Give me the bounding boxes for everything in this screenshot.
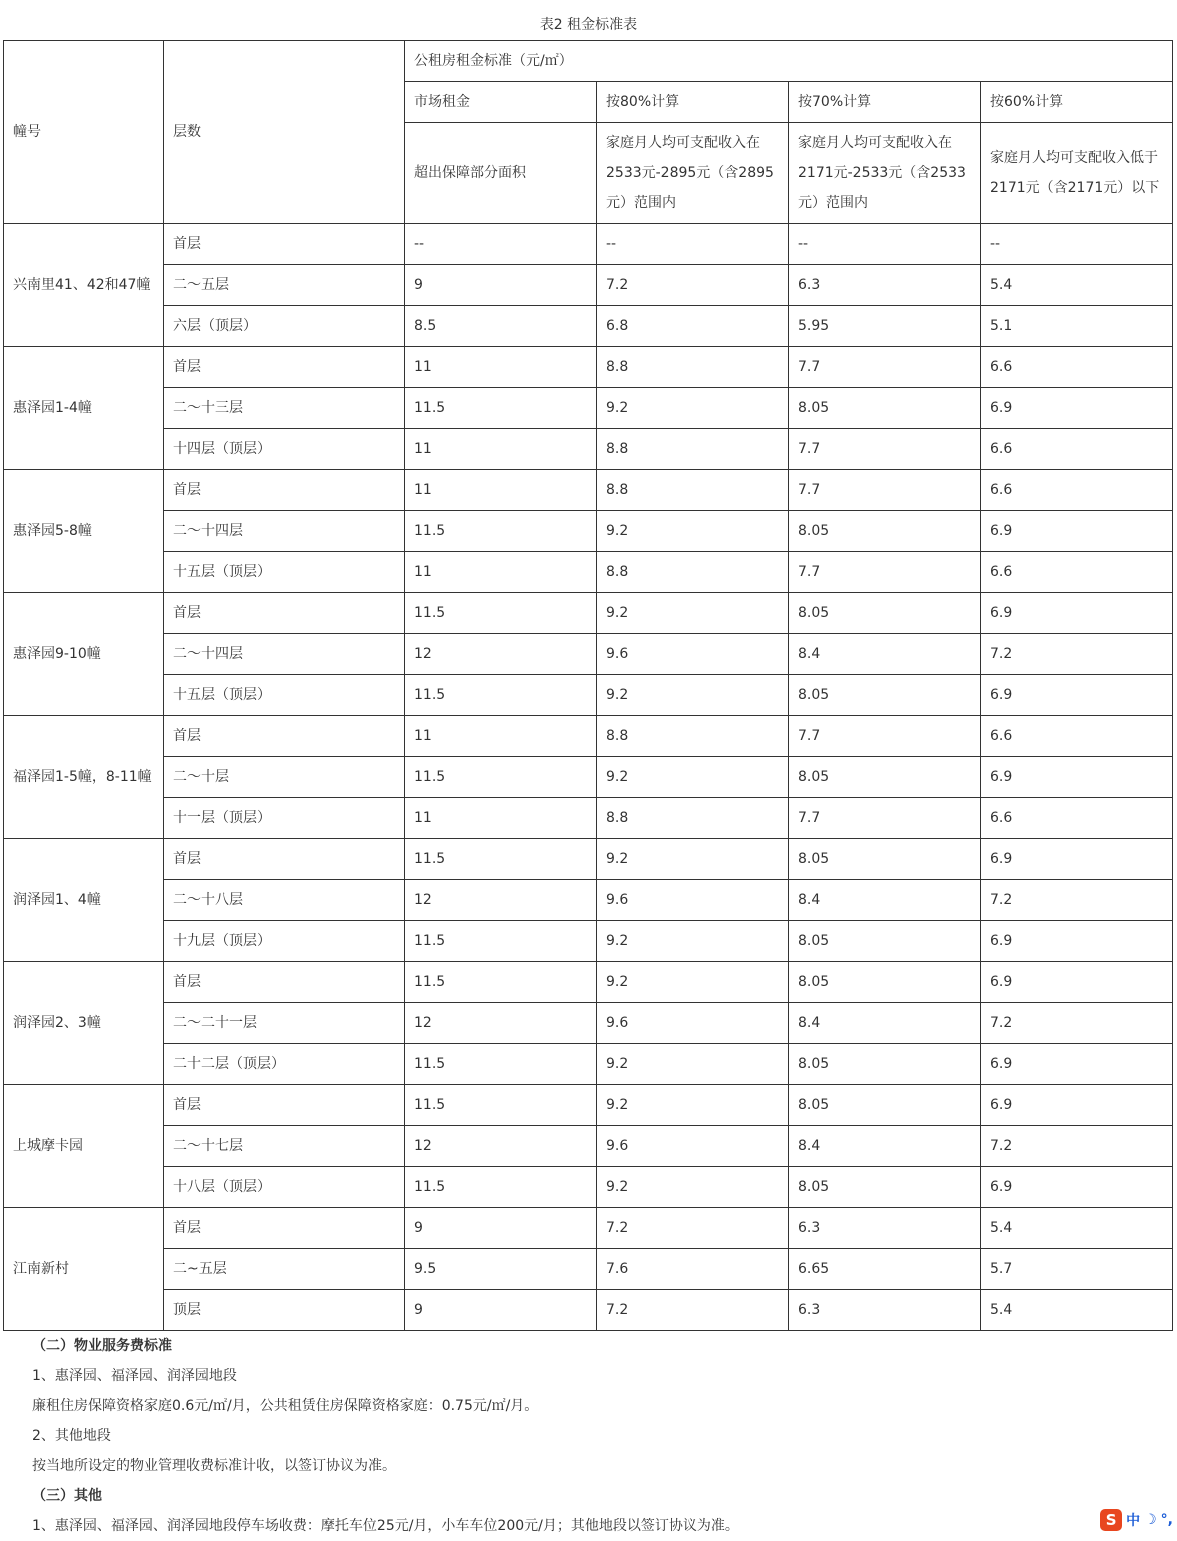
table-row xyxy=(4,962,1173,1003)
market-rent-value: 11.5 xyxy=(405,593,597,634)
rent-60-value: 6.6 xyxy=(981,798,1173,839)
floor-label: 首层 xyxy=(164,347,405,388)
market-rent-value: -- xyxy=(405,224,597,265)
table-row xyxy=(4,798,1173,839)
rent-60-value: 5.4 xyxy=(981,265,1173,306)
floor-label: 二～十七层 xyxy=(164,1126,405,1167)
building-name: 福泽园1-5幢，8-11幢 xyxy=(4,716,164,839)
rent-80-value: 9.2 xyxy=(597,675,789,716)
rent-60-value: 6.6 xyxy=(981,470,1173,511)
rent-80-value: 9.2 xyxy=(597,1167,789,1208)
table-row xyxy=(4,552,1173,593)
rent-70-value: 8.05 xyxy=(789,757,981,798)
building-name: 惠泽园9-10幢 xyxy=(4,593,164,716)
header-col-60: 按60%计算 xyxy=(981,82,1173,123)
header-group-title: 公租房租金标准（元/㎡） xyxy=(405,41,1173,82)
rent-standard-table xyxy=(3,40,1173,1331)
floor-label: 二～十八层 xyxy=(164,880,405,921)
rent-70-value: 8.05 xyxy=(789,962,981,1003)
table-row xyxy=(4,1167,1173,1208)
rent-80-value: 7.6 xyxy=(597,1249,789,1290)
market-rent-value: 9.5 xyxy=(405,1249,597,1290)
rent-60-value: 6.9 xyxy=(981,839,1173,880)
header-building: 幢号 xyxy=(4,41,164,224)
building-name: 上城摩卡园 xyxy=(4,1085,164,1208)
header-desc-60: 家庭月人均可支配收入低于2171元（含2171元）以下 xyxy=(981,123,1173,224)
rent-70-value: 8.05 xyxy=(789,839,981,880)
header-floor: 层数 xyxy=(164,41,405,224)
rent-70-value: 8.4 xyxy=(789,1126,981,1167)
rent-70-value: 6.3 xyxy=(789,1290,981,1331)
header-desc-80: 家庭月人均可支配收入在2533元-2895元（含2895元）范围内 xyxy=(597,123,789,224)
table-row xyxy=(4,1003,1173,1044)
rent-70-value: 8.05 xyxy=(789,593,981,634)
floor-label: 二～十四层 xyxy=(164,634,405,675)
floor-label: 二～十三层 xyxy=(164,388,405,429)
rent-80-value: 9.2 xyxy=(597,757,789,798)
item-text-2: 按当地所设定的物业管理收费标准计收，以签订协议为准。 xyxy=(32,1458,396,1474)
rent-60-value: 7.2 xyxy=(981,1126,1173,1167)
market-rent-value: 11 xyxy=(405,429,597,470)
rent-60-value: 5.4 xyxy=(981,1290,1173,1331)
rent-80-value: 9.6 xyxy=(597,880,789,921)
section-title-property-fee: （二）物业服务费标准 xyxy=(32,1338,172,1354)
rent-80-value: -- xyxy=(597,224,789,265)
market-rent-value: 11 xyxy=(405,716,597,757)
table-row xyxy=(4,1085,1173,1126)
rent-70-value: 8.4 xyxy=(789,634,981,675)
table-row xyxy=(4,839,1173,880)
market-rent-value: 11 xyxy=(405,347,597,388)
header-col-market: 市场租金 xyxy=(405,82,597,123)
rent-60-value: 6.6 xyxy=(981,552,1173,593)
floor-label: 十一层（顶层） xyxy=(164,798,405,839)
floor-label: 十五层（顶层） xyxy=(164,675,405,716)
market-rent-value: 8.5 xyxy=(405,306,597,347)
floor-label: 二～二十一层 xyxy=(164,1003,405,1044)
floor-label: 十九层（顶层） xyxy=(164,921,405,962)
market-rent-value: 11.5 xyxy=(405,388,597,429)
table-row xyxy=(4,1126,1173,1167)
item-title-1: 1、惠泽园、福泽园、润泽园地段 xyxy=(32,1368,237,1384)
table-row xyxy=(4,470,1173,511)
rent-80-value: 8.8 xyxy=(597,347,789,388)
rent-70-value: 7.7 xyxy=(789,798,981,839)
rent-70-value: 7.7 xyxy=(789,429,981,470)
rent-70-value: 7.7 xyxy=(789,470,981,511)
floor-label: 首层 xyxy=(164,224,405,265)
section-title-other: （三）其他 xyxy=(32,1488,102,1504)
rent-80-value: 8.8 xyxy=(597,716,789,757)
floor-label: 六层（顶层） xyxy=(164,306,405,347)
market-rent-value: 11.5 xyxy=(405,511,597,552)
rent-60-value: 7.2 xyxy=(981,634,1173,675)
fee-notes xyxy=(0,1331,1177,1541)
table-row xyxy=(4,1290,1173,1331)
rent-70-value: 8.4 xyxy=(789,1003,981,1044)
table-row xyxy=(4,675,1173,716)
rent-80-value: 9.2 xyxy=(597,1044,789,1085)
market-rent-value: 11.5 xyxy=(405,839,597,880)
item-text-1: 廉租住房保障资格家庭0.6元/㎡/月，公共租赁住房保障资格家庭：0.75元/㎡/月。 xyxy=(32,1398,539,1414)
table-row xyxy=(4,880,1173,921)
floor-label: 首层 xyxy=(164,1085,405,1126)
rent-80-value: 8.8 xyxy=(597,552,789,593)
rent-70-value: 8.05 xyxy=(789,1167,981,1208)
rent-80-value: 6.8 xyxy=(597,306,789,347)
rent-60-value: 5.4 xyxy=(981,1208,1173,1249)
rent-60-value: 6.9 xyxy=(981,962,1173,1003)
table-caption: 表2 租金标准表 xyxy=(539,17,638,33)
building-name: 江南新村 xyxy=(4,1208,164,1331)
market-rent-value: 9 xyxy=(405,1208,597,1249)
floor-label: 首层 xyxy=(164,1208,405,1249)
table-row xyxy=(4,306,1173,347)
floor-label: 首层 xyxy=(164,839,405,880)
rent-60-value: 6.9 xyxy=(981,511,1173,552)
rent-60-value: 6.9 xyxy=(981,1044,1173,1085)
floor-label: 首层 xyxy=(164,593,405,634)
market-rent-value: 11.5 xyxy=(405,675,597,716)
building-name: 惠泽园5-8幢 xyxy=(4,470,164,593)
rent-60-value: 5.1 xyxy=(981,306,1173,347)
rent-60-value: 6.6 xyxy=(981,429,1173,470)
market-rent-value: 11.5 xyxy=(405,921,597,962)
rent-80-value: 9.2 xyxy=(597,962,789,1003)
rent-70-value: 5.95 xyxy=(789,306,981,347)
rent-80-value: 9.2 xyxy=(597,388,789,429)
rent-60-value: 6.9 xyxy=(981,921,1173,962)
rent-60-value: 6.9 xyxy=(981,757,1173,798)
rent-70-value: 7.7 xyxy=(789,716,981,757)
rent-80-value: 9.2 xyxy=(597,593,789,634)
ime-toolbar[interactable] xyxy=(1100,1505,1173,1535)
table-row xyxy=(4,1044,1173,1085)
market-rent-value: 9 xyxy=(405,1290,597,1331)
rent-80-value: 9.6 xyxy=(597,1126,789,1167)
rent-70-value: 8.4 xyxy=(789,880,981,921)
rent-70-value: 6.3 xyxy=(789,265,981,306)
market-rent-value: 11 xyxy=(405,552,597,593)
rent-80-value: 9.2 xyxy=(597,511,789,552)
rent-60-value: 6.9 xyxy=(981,1085,1173,1126)
rent-60-value: 6.9 xyxy=(981,388,1173,429)
floor-label: 二~五层 xyxy=(164,1249,405,1290)
floor-label: 首层 xyxy=(164,716,405,757)
header-col-80: 按80%计算 xyxy=(597,82,789,123)
table-row xyxy=(4,511,1173,552)
market-rent-value: 12 xyxy=(405,1126,597,1167)
table-row xyxy=(4,224,1173,265)
table-row xyxy=(4,265,1173,306)
table-row xyxy=(4,634,1173,675)
rent-70-value: 8.05 xyxy=(789,921,981,962)
rent-70-value: 8.05 xyxy=(789,675,981,716)
rent-60-value: 7.2 xyxy=(981,1003,1173,1044)
market-rent-value: 11 xyxy=(405,470,597,511)
rent-70-value: 8.05 xyxy=(789,1085,981,1126)
market-rent-value: 9 xyxy=(405,265,597,306)
rent-70-value: 6.3 xyxy=(789,1208,981,1249)
rent-80-value: 9.6 xyxy=(597,1003,789,1044)
header-desc-market: 超出保障部分面积 xyxy=(405,123,597,224)
rent-80-value: 9.6 xyxy=(597,634,789,675)
rent-60-value: 6.6 xyxy=(981,347,1173,388)
rent-70-value: 8.05 xyxy=(789,388,981,429)
rent-70-value: 8.05 xyxy=(789,511,981,552)
rent-80-value: 8.8 xyxy=(597,798,789,839)
building-name: 润泽园2、3幢 xyxy=(4,962,164,1085)
market-rent-value: 12 xyxy=(405,880,597,921)
rent-60-value: 6.9 xyxy=(981,675,1173,716)
table-row xyxy=(4,388,1173,429)
market-rent-value: 12 xyxy=(405,634,597,675)
rent-60-value: 7.2 xyxy=(981,880,1173,921)
table-row xyxy=(4,757,1173,798)
rent-60-value: 5.7 xyxy=(981,1249,1173,1290)
building-name: 润泽园1、4幢 xyxy=(4,839,164,962)
ime-punctuation-toggle[interactable]: °, xyxy=(1160,1512,1173,1528)
table-row xyxy=(4,716,1173,757)
market-rent-value: 11.5 xyxy=(405,757,597,798)
floor-label: 二～五层 xyxy=(164,265,405,306)
floor-label: 首层 xyxy=(164,470,405,511)
rent-70-value: 8.05 xyxy=(789,1044,981,1085)
floor-label: 十四层（顶层） xyxy=(164,429,405,470)
header-col-70: 按70%计算 xyxy=(789,82,981,123)
rent-70-value: 7.7 xyxy=(789,552,981,593)
table-row xyxy=(4,429,1173,470)
floor-label: 顶层 xyxy=(164,1290,405,1331)
rent-80-value: 9.2 xyxy=(597,839,789,880)
ime-moon-icon[interactable]: ☽ xyxy=(1144,1512,1157,1528)
table-row xyxy=(4,1249,1173,1290)
ime-language-toggle[interactable]: 中 xyxy=(1126,1513,1141,1529)
market-rent-value: 11 xyxy=(405,798,597,839)
rent-70-value: 6.65 xyxy=(789,1249,981,1290)
floor-label: 首层 xyxy=(164,962,405,1003)
table-row xyxy=(4,347,1173,388)
rent-80-value: 8.8 xyxy=(597,470,789,511)
rent-80-value: 7.2 xyxy=(597,1208,789,1249)
building-name: 兴南里41、42和47幢 xyxy=(4,224,164,347)
market-rent-value: 11.5 xyxy=(405,1044,597,1085)
item-title-2: 2、其他地段 xyxy=(32,1428,111,1444)
floor-label: 十八层（顶层） xyxy=(164,1167,405,1208)
ime-logo-icon[interactable]: S xyxy=(1100,1509,1122,1531)
rent-80-value: 9.2 xyxy=(597,1085,789,1126)
market-rent-value: 11.5 xyxy=(405,1167,597,1208)
floor-label: 二十二层（顶层） xyxy=(164,1044,405,1085)
rent-60-value: 6.9 xyxy=(981,1167,1173,1208)
table-row xyxy=(4,1208,1173,1249)
floor-label: 二～十层 xyxy=(164,757,405,798)
rent-70-value: -- xyxy=(789,224,981,265)
floor-label: 二～十四层 xyxy=(164,511,405,552)
rent-60-value: 6.6 xyxy=(981,716,1173,757)
building-name: 惠泽园1-4幢 xyxy=(4,347,164,470)
floor-label: 十五层（顶层） xyxy=(164,552,405,593)
item-text-3: 1、惠泽园、福泽园、润泽园地段停车场收费：摩托车位25元/月，小车车位200元/月；其他地段以签订协议为准。 xyxy=(32,1518,739,1534)
market-rent-value: 11.5 xyxy=(405,962,597,1003)
rent-60-value: -- xyxy=(981,224,1173,265)
table-row xyxy=(4,921,1173,962)
rent-80-value: 7.2 xyxy=(597,265,789,306)
rent-80-value: 7.2 xyxy=(597,1290,789,1331)
table-row xyxy=(4,593,1173,634)
market-rent-value: 12 xyxy=(405,1003,597,1044)
rent-80-value: 8.8 xyxy=(597,429,789,470)
market-rent-value: 11.5 xyxy=(405,1085,597,1126)
header-desc-70: 家庭月人均可支配收入在2171元-2533元（含2533元）范围内 xyxy=(789,123,981,224)
rent-80-value: 9.2 xyxy=(597,921,789,962)
rent-70-value: 7.7 xyxy=(789,347,981,388)
rent-60-value: 6.9 xyxy=(981,593,1173,634)
